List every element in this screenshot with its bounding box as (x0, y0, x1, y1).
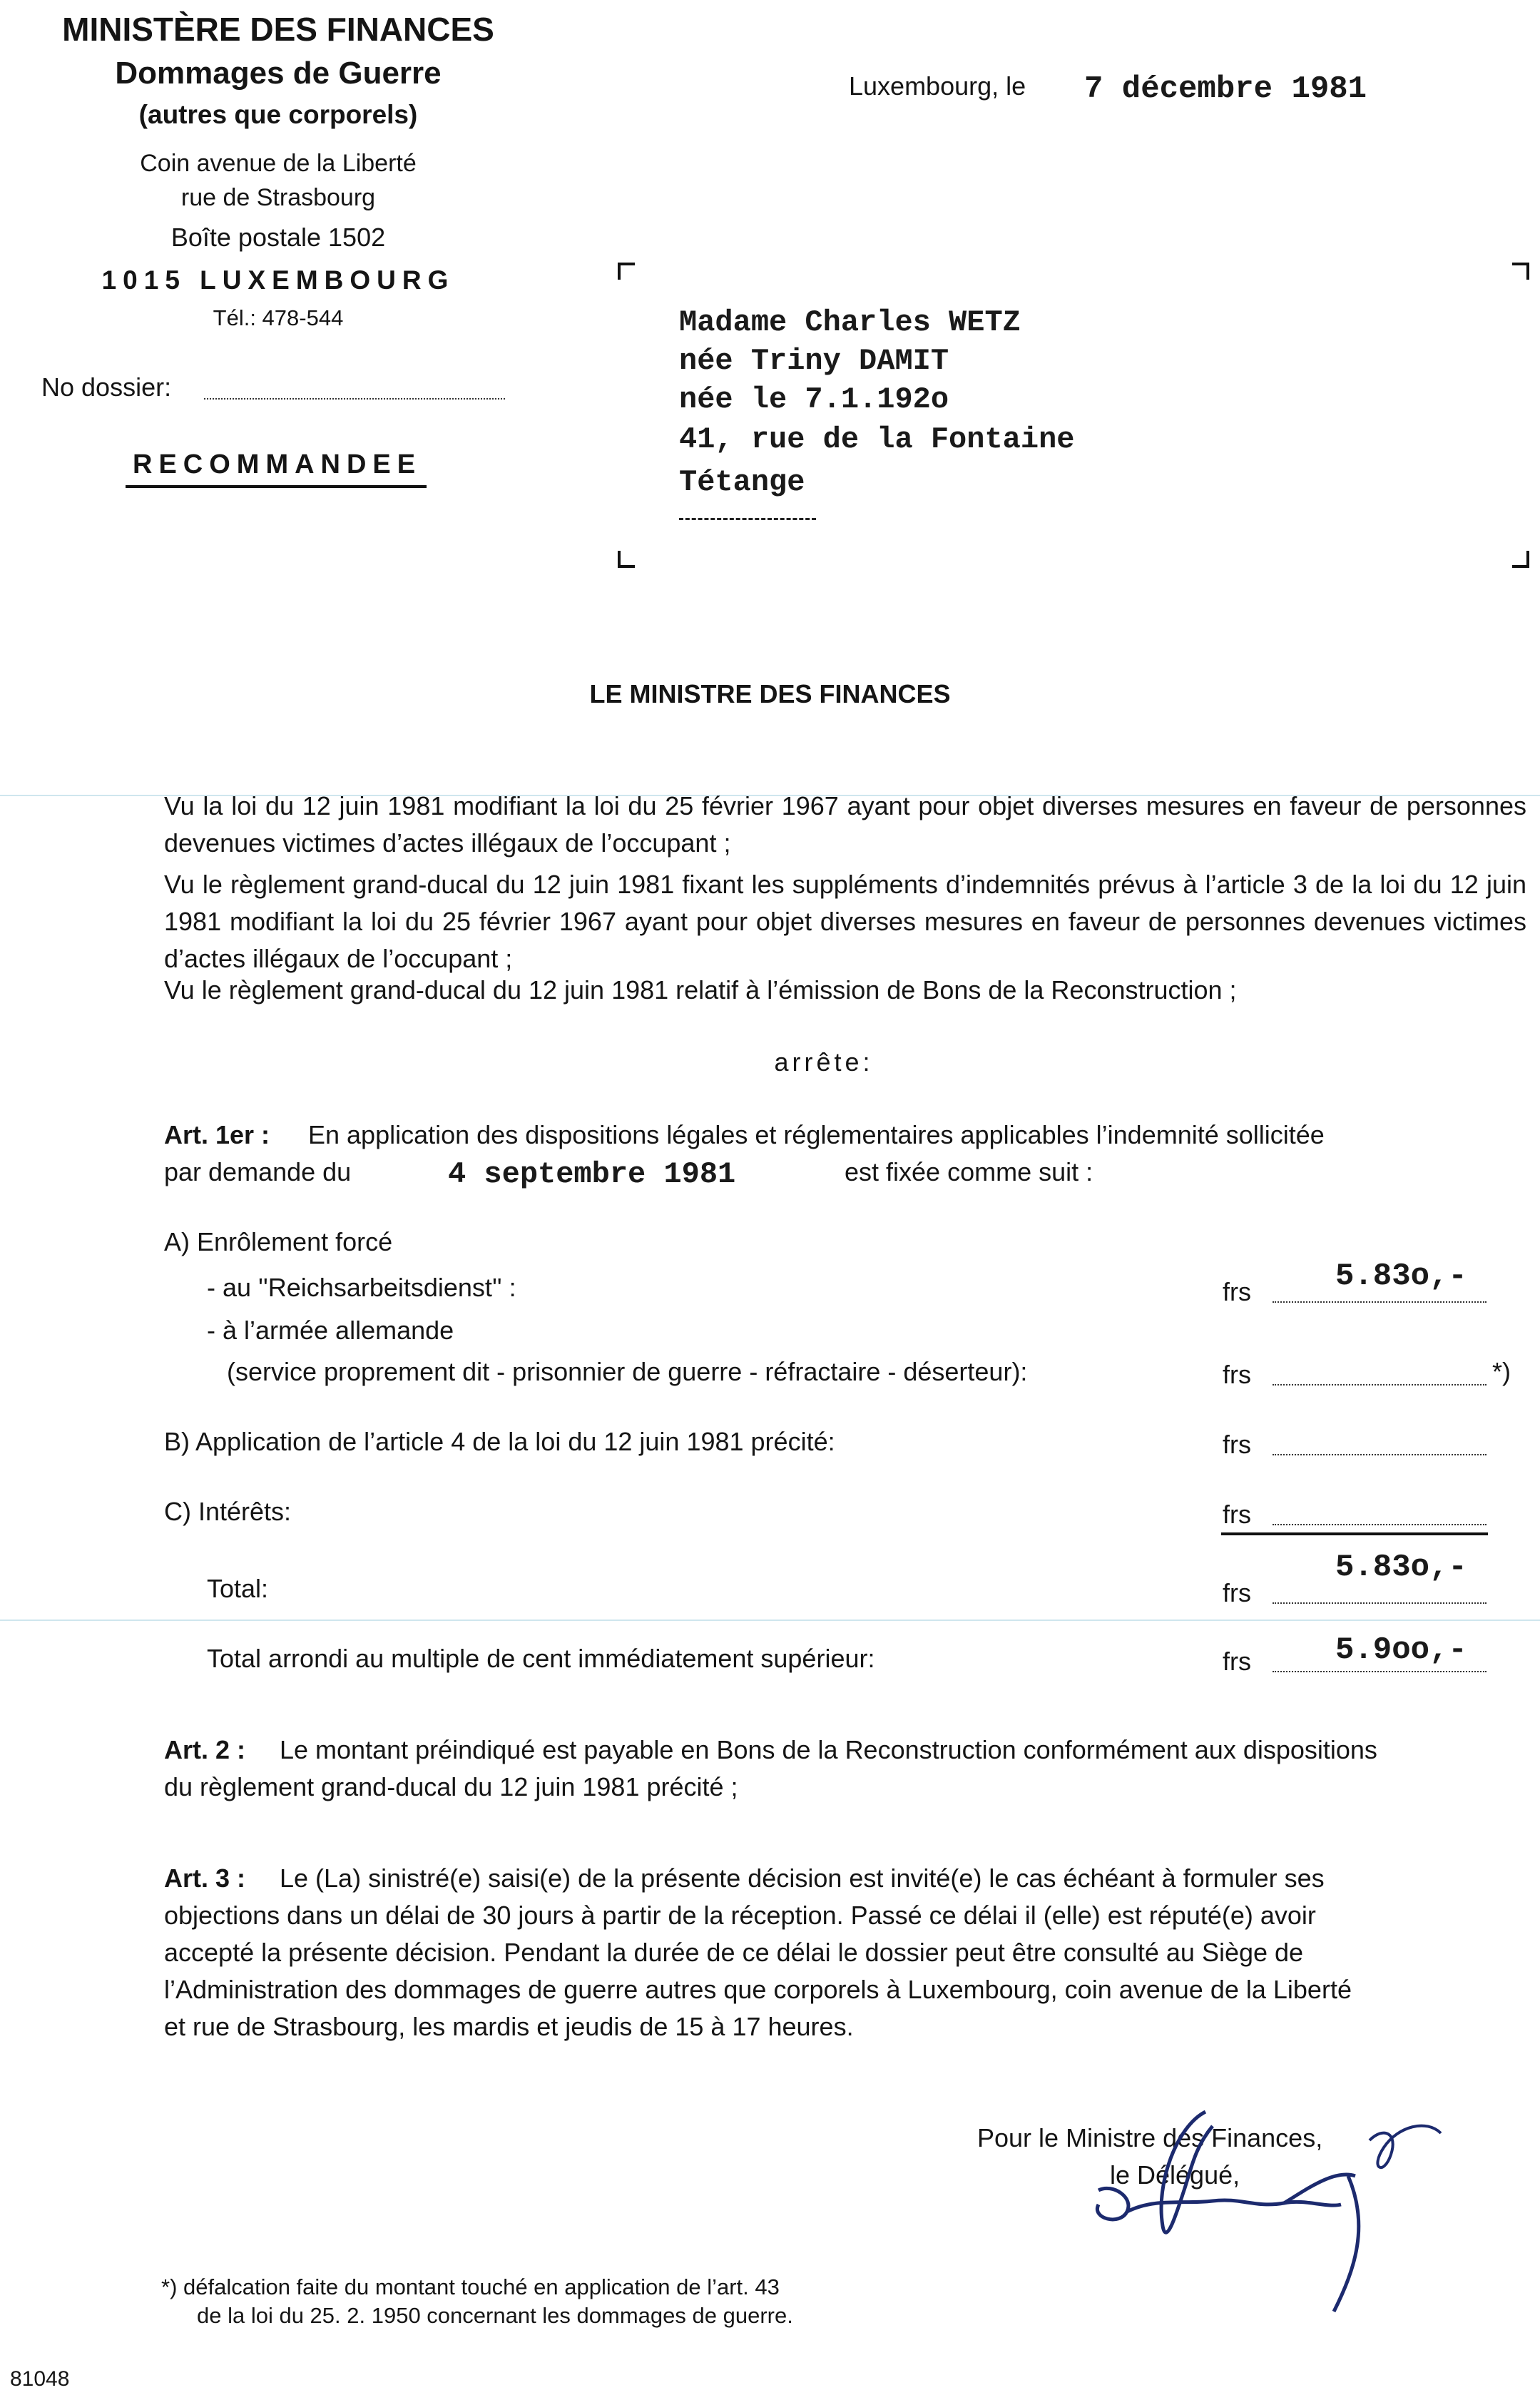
art2-line-2: du règlement grand-ducal du 12 juin 1981 précité ; (164, 1772, 738, 1801)
item-a2-sublabel: (service proprement dit - prisonnier de guerre - réfractaire - déserteur): (227, 1357, 1028, 1386)
art3-line-1: Le (La) sinistré(e) saisi(e) de la présente décision est invité(e) le cas échéant à formuler ses (280, 1864, 1325, 1893)
addressee-line-3: née le 7.1.192o (679, 382, 949, 417)
art1-label: Art. 1er : (164, 1120, 270, 1149)
addressee-line-1: Madame Charles WETZ (679, 305, 1021, 340)
item-c-field (1273, 1524, 1487, 1525)
art3-line-3: accepté la présente décision. Pendant la durée de ce délai le dossier peut être consulté au Siège de (164, 1938, 1304, 1967)
window-corner-top-right (1511, 263, 1529, 281)
total-amount: 5.83o,- (1335, 1550, 1467, 1585)
footnote-line-1: *) défalcation faite du montant touché en application de l’art. 43 (161, 2274, 780, 2299)
form-number: 81048 (10, 2367, 70, 2391)
letter-date: 7 décembre 1981 (1084, 71, 1367, 107)
rounded-total-field (1273, 1671, 1487, 1672)
art3-line-5: et rue de Strasbourg, les mardis et jeudis de 15 à 17 heures. (164, 2012, 854, 2041)
department-subtitle: (autres que corporels) (138, 100, 418, 129)
address-line-2: rue de Strasbourg (180, 184, 376, 211)
total-label: Total: (207, 1574, 269, 1603)
item-c-currency: frs (1223, 1500, 1251, 1529)
registered-mail-mark: RECOMMANDEE (133, 449, 422, 479)
decision-title: LE MINISTRE DES FINANCES (589, 679, 951, 708)
dossier-label: No dossier: (41, 372, 172, 402)
rounded-total-label: Total arrondi au multiple de cent immédiatement supérieur: (207, 1644, 875, 1673)
address-line-1: Coin avenue de la Liberté (140, 150, 417, 177)
paper-fold-line (0, 1620, 1540, 1621)
consideration-1: Vu la loi du 12 juin 1981 modifiant la loi du 25 février 1967 ayant pour objet diverses mesures en faveur de personnes devenues victimes d’actes illégaux de l’occupant ; (164, 791, 1526, 858)
addressee-underline (679, 518, 816, 520)
telephone: Tél.: 478-544 (213, 305, 344, 330)
addressee-line-5: Tétange (679, 465, 805, 499)
city: 1015 LUXEMBOURG (101, 265, 455, 295)
rounded-total-amount: 5.9oo,- (1335, 1632, 1467, 1668)
art2-label: Art. 2 : (164, 1735, 246, 1764)
addressee-line-2: née Triny DAMIT (679, 344, 949, 378)
signature-line-2: le Délégué, (1110, 2160, 1240, 2190)
total-field (1273, 1602, 1487, 1604)
art1-text-line-1: En application des dispositions légales et réglementaires applicables l’indemnité sollicitée (308, 1120, 1325, 1149)
consideration-2: Vu le règlement grand-ducal du 12 juin 1981 fixant les suppléments d’indemnités prévus à l’article 3 de la loi du 12 juin 1981 modifiant la loi du 25 février 1967 ayant pour objet diverses mesures en faveur de personnes devenues victimes d’actes illégaux de l’occupant ; (164, 870, 1526, 973)
art1-text-suffix: est fixée comme suit : (845, 1157, 1093, 1186)
item-a1-field (1273, 1301, 1487, 1303)
arrete-heading: arrête: (774, 1047, 874, 1077)
art3-line-2: objections dans un délai de 30 jours à partir de la réception. Passé ce délai il (elle) est réputé(e) avoir (164, 1901, 1316, 1930)
art2-line-1: Le montant préindiqué est payable en Bons de la Reconstruction conformément aux dispositions (280, 1735, 1377, 1764)
item-b-field (1273, 1454, 1487, 1455)
item-c-label: C) Intérêts: (164, 1497, 292, 1526)
rounded-total-currency: frs (1223, 1647, 1251, 1676)
consideration-3: Vu le règlement grand-ducal du 12 juin 1981 relatif à l’émission de Bons de la Reconstruction ; (164, 975, 1237, 1005)
item-a1-currency: frs (1223, 1277, 1251, 1306)
art3-label: Art. 3 : (164, 1864, 246, 1893)
registered-underline (126, 485, 427, 488)
window-corner-bottom-right (1511, 549, 1529, 568)
sum-line (1221, 1532, 1488, 1535)
total-currency: frs (1223, 1578, 1251, 1607)
item-a2-footnote-mark: *) (1492, 1357, 1511, 1386)
demand-date: 4 septembre 1981 (448, 1157, 736, 1191)
ministry-name: MINISTÈRE DES FINANCES (62, 11, 494, 48)
item-a1-label: - au ''Reichsarbeitsdienst'' : (207, 1273, 516, 1302)
item-a1-amount: 5.83o,- (1335, 1259, 1467, 1294)
item-a-title: A) Enrôlement forcé (164, 1227, 393, 1256)
window-corner-top-left (618, 263, 636, 281)
item-a2-currency: frs (1223, 1360, 1251, 1389)
department-name: Dommages de Guerre (115, 56, 442, 91)
art1-text-prefix: par demande du (164, 1157, 352, 1186)
footnote-line-2: de la loi du 25. 2. 1950 concernant les dommages de guerre. (197, 2303, 793, 2328)
date-label: Luxembourg, le (849, 71, 1026, 101)
signature-line-1: Pour le Ministre des Finances, (977, 2123, 1323, 2152)
art3-line-4: l’Administration des dommages de guerre autres que corporels à Luxembourg, coin avenue de la Liberté (164, 1975, 1352, 2004)
item-a2-field (1273, 1384, 1487, 1385)
handwritten-signature (1070, 2083, 1469, 2326)
item-a2-label: - à l’armée allemande (207, 1316, 454, 1345)
postbox: Boîte postale 1502 (170, 223, 386, 252)
item-b-currency: frs (1223, 1430, 1251, 1459)
window-corner-bottom-left (618, 549, 636, 568)
item-b-label: B) Application de l’article 4 de la loi du 12 juin 1981 précité: (164, 1427, 835, 1456)
addressee-line-4: 41, rue de la Fontaine (679, 422, 1075, 457)
dossier-field (204, 398, 505, 400)
